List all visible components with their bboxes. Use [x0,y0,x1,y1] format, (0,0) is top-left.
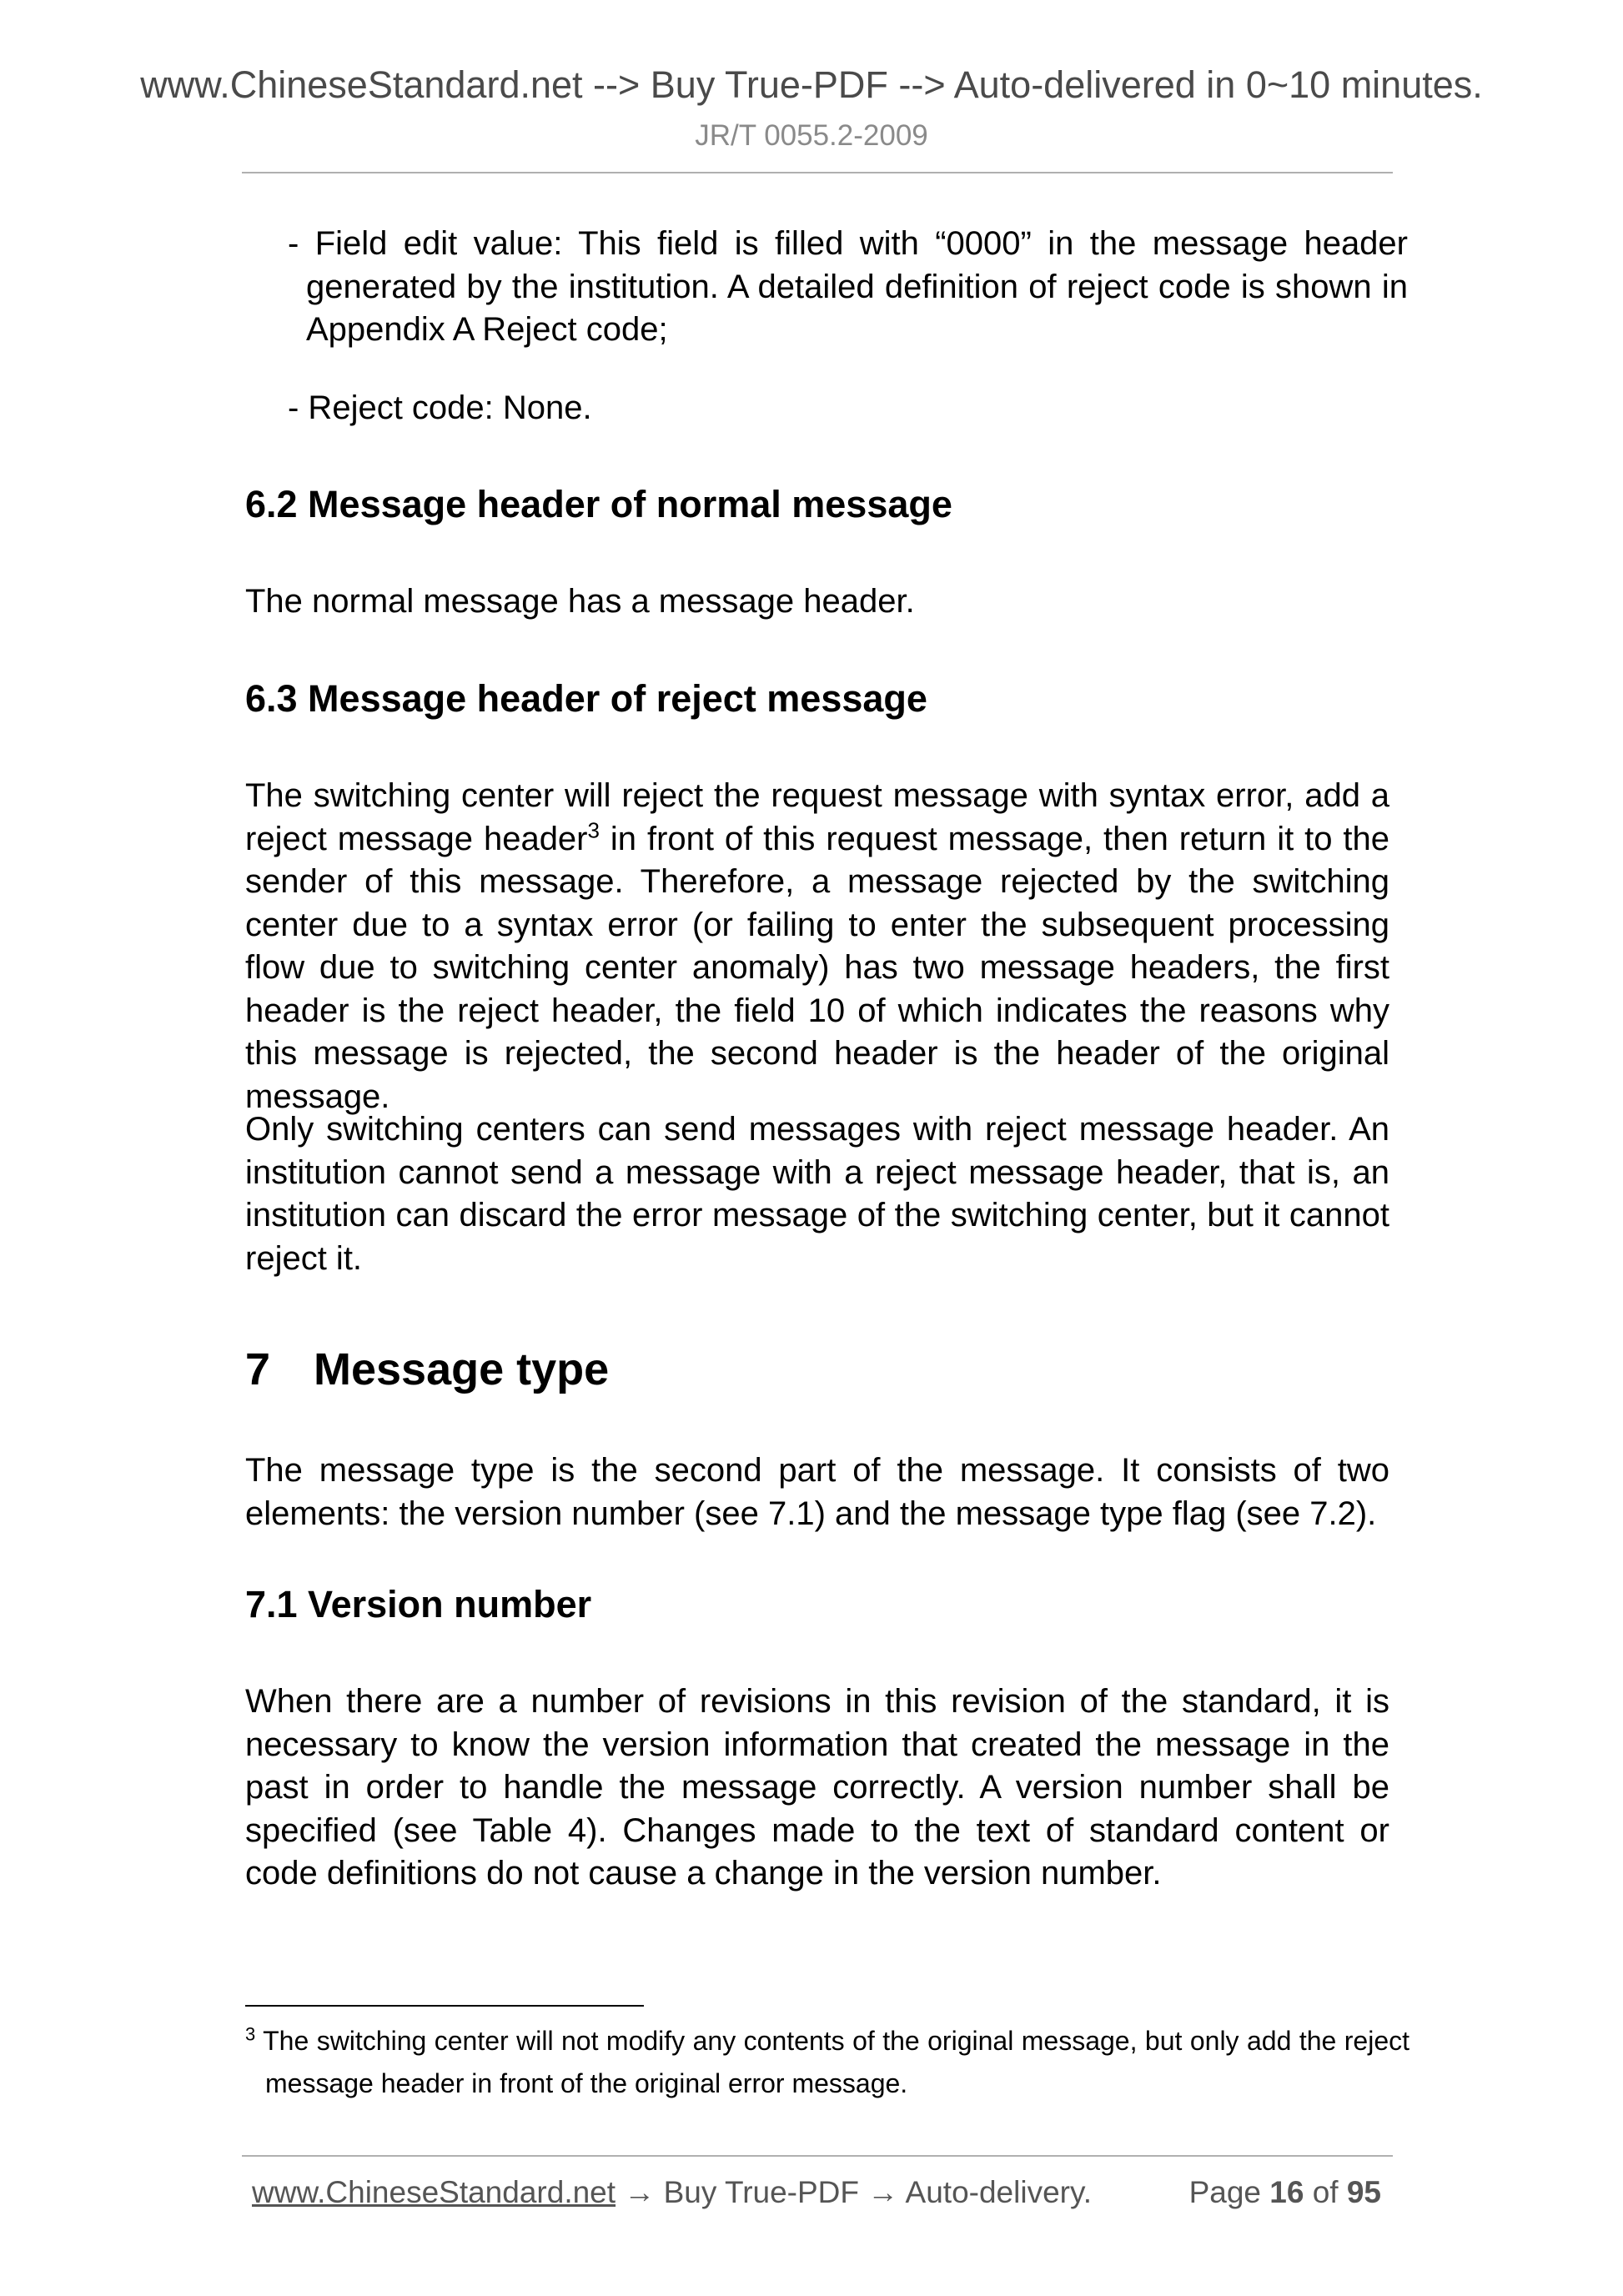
footnote-text: The switching center will not modify any contents of the original message, but only add the reject message header in front of the original error message. [255,2026,1409,2098]
arrow-right-icon: → [859,2175,906,2209]
footnote-reference-3[interactable]: 3 [587,817,600,843]
heading-6-3: 6.3 Message header of reject message [245,677,927,720]
footnote-marker: 3 [245,2023,256,2045]
current-page: 16 [1269,2175,1304,2209]
page-number [1189,2174,1381,2211]
page-of: of [1304,2175,1347,2209]
paragraph-6-2: The normal message has a message header. [245,583,915,620]
heading-7-1: 7.1 Version number [245,1583,592,1625]
footer-buy-text: Buy True-PDF [663,2175,860,2209]
arrow-right-icon: → [616,2175,664,2209]
paragraph-7: The message type is the second part of the message. It consists of two elements: the version number (see 7.1) and the message type flag (see 7.2). [245,1452,1389,1532]
paragraph-7-1: When there are a number of revisions in this revision of the standard, it is necessary to know the version information that created the message in the past in order to handle the message correctly. A version number shall be specified (see Table 4). Changes made to the text of standard content or code definitions do not cause a change in the version number. [245,1683,1389,1892]
footer-site-link[interactable]: www.ChineseStandard.net [252,2175,616,2209]
bullet-reject-code: - Reject code: None. [288,389,592,426]
header-divider [242,172,1393,173]
paragraph-6-3-1 [245,775,1389,1118]
footer-delivery-text: Auto-delivery. [905,2175,1093,2209]
footer-divider [242,2155,1393,2157]
top-banner[interactable]: www.ChineseStandard.net --> Buy True-PDF --> Auto-delivered in 0~10 minutes. [140,63,1483,106]
total-pages: 95 [1346,2175,1381,2209]
heading-7 [245,1343,609,1397]
paragraph-6-3-1-end: in front of this request message, then return it to the sender of this message. Therefore, a message rejected by the switching center due to a syntax error (or failing to enter the subsequent processing flow due to switching center anomaly) has two message headers, the first header is the reject header, the field 10 of which indicates the reasons why this message is rejected, the second header is the header of the original message. [245,820,1389,1115]
footnote-separator [245,2005,644,2007]
heading-6-2: 6.2 Message header of normal message [245,483,952,525]
footer-links [252,2174,1092,2211]
heading-7-number: 7 [245,1344,271,1394]
heading-7-title: Message type [314,1344,610,1394]
footnote-3 [245,2020,1409,2105]
document-id: JR/T 0055.2-2009 [695,119,928,152]
page-label: Page [1188,2175,1270,2209]
bullet-field-edit-value: - Field edit value: This field is filled with “0000” in the message header generated by the institution. A detailed definition of reject code is shown in Appendix A Reject code; [288,225,1408,348]
paragraph-6-3-2: Only switching centers can send messages with reject message header. An institution cannot send a message with a reject message header, that is, an institution can discard the error message of the switching center, but it cannot reject it. [245,1111,1389,1277]
paragraph-6-3-1-start: The switching center will reject the request message with syntax error, add a reject message header [245,777,1389,857]
